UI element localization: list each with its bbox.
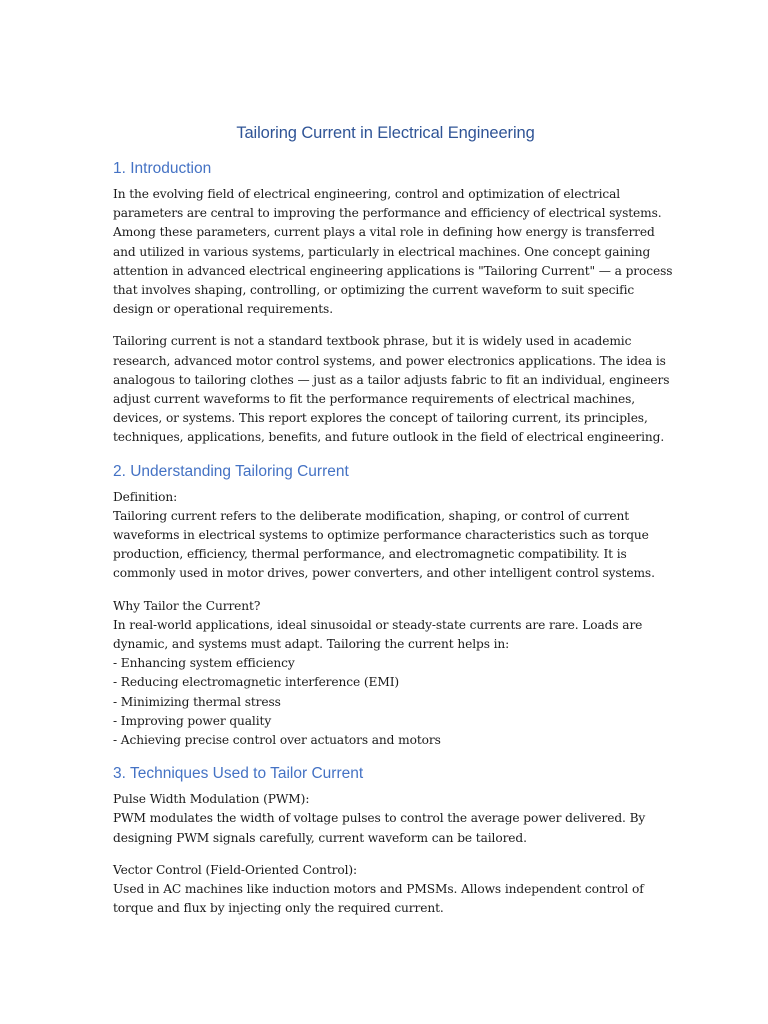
document-title: Tailoring Current in Electrical Engineering [236,124,535,142]
paragraph [113,861,658,919]
section-techniques [113,763,658,918]
document-body [113,124,673,932]
section-heading: 3. Techniques Used to Tailor Current [113,765,364,783]
text-line: waveforms in electrical systems to optimize performance characteristics such as torque [113,528,649,543]
text-line: Vector Control (Field-Oriented Control): [113,862,358,877]
text-line: commonly used in motor drives, power converters, and other intelligent control systems. [113,566,655,581]
section-understanding [113,461,658,751]
text-line: adjust current waveforms to fit the performance requirements of electrical machines, [113,392,636,407]
text-line: Pulse Width Modulation (PWM): [113,792,310,807]
paragraph [113,790,658,848]
paragraph [113,185,673,319]
paragraph [113,488,658,584]
text-line: parameters are central to improving the performance and efficiency of electrical systems. [113,206,662,221]
text-line: designing PWM signals carefully, current waveform can be tailored. [113,830,527,845]
text-line: Used in AC machines like induction motors and PMSMs. Allows independent control of [113,882,644,897]
text-line: torque and flux by injecting only the required current. [113,901,444,916]
list-item: - Minimizing thermal stress [113,694,281,709]
list-item: - Achieving precise control over actuators and motors [113,733,441,748]
text-line: dynamic, and systems must adapt. Tailoring the current helps in: [113,637,510,652]
section-introduction [113,158,673,448]
section-heading: 2. Understanding Tailoring Current [113,462,349,480]
text-line: devices, or systems. This report explores the concept of tailoring current, its principles, [113,411,648,426]
text-line: In the evolving field of electrical engineering, control and optimization of electrical [113,187,621,201]
list-item: - Enhancing system efficiency [113,656,295,671]
text-line: design or operational requirements. [113,302,333,317]
text-line: Tailoring current refers to the deliberate modification, shaping, or control of current [113,508,630,523]
text-line: Tailoring current is not a standard textbook phrase, but it is widely used in academic [113,334,632,349]
text-line: research, advanced motor control systems, and power electronics applications. The idea is [113,353,666,368]
text-line: analogous to tailoring clothes — just as a tailor adjusts fabric to fit an individual, engineers [113,372,670,387]
text-line: Among these parameters, current plays a vital role in defining how energy is transferred [113,225,655,240]
text-line: Definition: [113,489,178,504]
text-line: attention in advanced electrical engineering applications is "Tailoring Current" — a process [113,263,673,278]
list-item: - Improving power quality [113,713,272,728]
text-line: Why Tailor the Current? [113,598,261,613]
text-line: and utilized in various systems, particularly in electrical machines. One concept gaining [113,244,651,259]
paragraph [113,597,658,751]
list-item: - Reducing electromagnetic interference (EMI) [113,675,400,690]
text-line: techniques, applications, benefits, and future outlook in the field of electrical engineering. [113,430,665,445]
text-line: PWM modulates the width of voltage pulses to control the average power delivered. By [113,811,646,826]
text-line: production, efficiency, thermal performance, and electromagnetic compatibility. It is [113,547,627,562]
paragraph [113,332,670,447]
section-heading: 1. Introduction [113,160,212,177]
text-line: In real-world applications, ideal sinusoidal or steady-state currents are rare. Loads are [113,617,643,632]
text-line: that involves shaping, controlling, or optimizing the current waveform to suit specific [113,283,635,298]
